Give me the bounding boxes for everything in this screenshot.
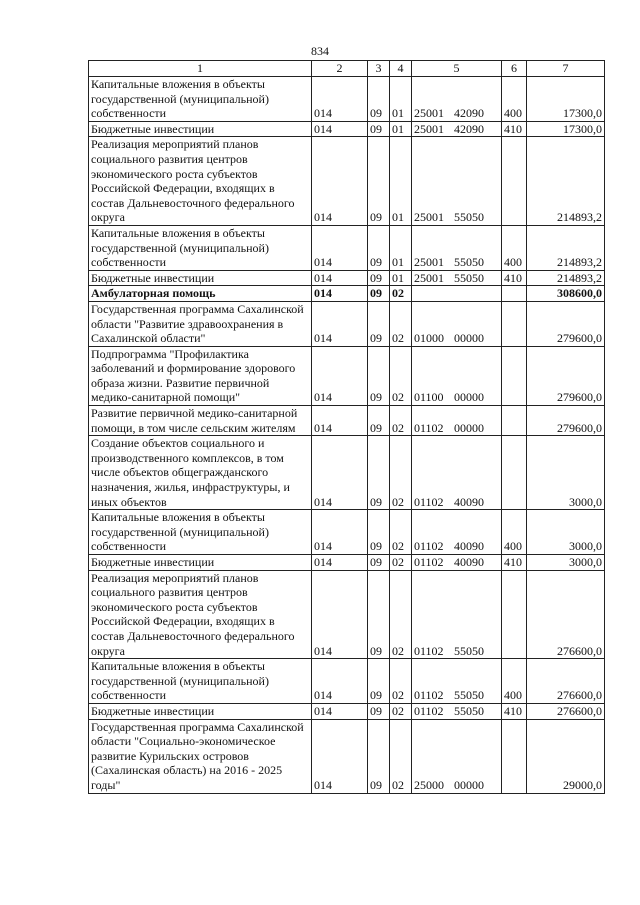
row-csr-part-a: 01102: [414, 703, 444, 718]
row-name: Подпрограмма "Профилактика заболеваний и формирование здорового образа жизни. Развитие первичной медико-санитарной помощи": [89, 346, 312, 405]
row-sum: 29000,0: [527, 719, 605, 793]
row-vr: [502, 346, 527, 405]
row-csr-part-b: 55050: [454, 703, 484, 718]
row-name: Развитие первичной медико-санитарной помощи, в том числе сельским жителям: [89, 406, 312, 436]
row-name: Амбулаторная помощь: [89, 286, 312, 302]
row-vr: 400: [502, 225, 527, 270]
table-row: [89, 659, 605, 704]
header-cell: 4: [390, 61, 412, 77]
row-csr-part-b: 55050: [454, 255, 484, 270]
row-name: Государственная программа Сахалинской области "Социально-экономическое развитие Курильских островов (Сахалинская область) на 2016 - 2025 годы": [89, 719, 312, 793]
row-vr: 400: [502, 77, 527, 122]
row-sum: 276600,0: [527, 659, 605, 704]
row-csr-part-a: 01102: [414, 688, 444, 703]
row-name: Бюджетные инвестиции: [89, 703, 312, 719]
row-rz: 09: [368, 301, 390, 346]
row-name: Бюджетные инвестиции: [89, 555, 312, 571]
header-cell: 7: [527, 61, 605, 77]
table-row: [89, 719, 605, 793]
row-vr: 400: [502, 659, 527, 704]
row-vr: [502, 406, 527, 436]
row-sum: 279600,0: [527, 346, 605, 405]
row-csr-part-b: 40090: [454, 539, 484, 554]
row-csr-part-a: 25001: [414, 106, 444, 121]
row-sum: 214893,2: [527, 225, 605, 270]
row-rz: 09: [368, 570, 390, 659]
row-pr: 02: [390, 659, 412, 704]
row-rz: 09: [368, 225, 390, 270]
row-name: Капитальные вложения в объекты государственной (муниципальной) собственности: [89, 659, 312, 704]
header-cell: 1: [89, 61, 312, 77]
row-pr: 02: [390, 406, 412, 436]
row-vr: [502, 436, 527, 510]
row-sum: 3000,0: [527, 436, 605, 510]
row-pr: 02: [390, 703, 412, 719]
row-csr-part-b: 40090: [454, 555, 484, 569]
row-csr-part-b: 00000: [454, 331, 484, 346]
row-name: Государственная программа Сахалинской области "Развитие здравоохранения в Сахалинской области": [89, 301, 312, 346]
row-sum: 276600,0: [527, 703, 605, 719]
row-csr-part-b: 55050: [454, 688, 484, 703]
row-csr: [412, 77, 502, 122]
row-csr: [412, 301, 502, 346]
row-csr: [412, 121, 502, 137]
row-rz: 09: [368, 510, 390, 555]
row-grbs: 014: [312, 570, 368, 659]
row-name: Бюджетные инвестиции: [89, 121, 312, 137]
row-pr: 02: [390, 346, 412, 405]
row-csr: [412, 346, 502, 405]
row-rz: 09: [368, 346, 390, 405]
row-vr: 410: [502, 703, 527, 719]
row-grbs: 014: [312, 77, 368, 122]
row-name: Создание объектов социального и производственного комплексов, в том числе объектов общегражданского назначения, жилья, инфраструктуры, и иных объектов: [89, 436, 312, 510]
row-rz: 09: [368, 436, 390, 510]
row-name: Капитальные вложения в объекты государственной (муниципальной) собственности: [89, 225, 312, 270]
row-csr: [412, 137, 502, 226]
row-csr: [412, 436, 502, 510]
row-grbs: 014: [312, 659, 368, 704]
row-csr-part-b: 00000: [454, 420, 484, 435]
row-grbs: 014: [312, 286, 368, 302]
row-vr: [502, 286, 527, 302]
budget-table: [88, 60, 605, 794]
row-rz: 09: [368, 77, 390, 122]
row-pr: 01: [390, 270, 412, 286]
row-csr: [412, 570, 502, 659]
row-name: Реализация мероприятий планов социального развития центров экономического роста субъектов Российской Федерации, входящих в состав Дальневосточного федерального округа: [89, 137, 312, 226]
row-pr: 02: [390, 436, 412, 510]
row-csr: [412, 270, 502, 286]
row-vr: [502, 137, 527, 226]
row-grbs: 014: [312, 406, 368, 436]
row-pr: 01: [390, 137, 412, 226]
row-sum: 214893,2: [527, 270, 605, 286]
row-grbs: 014: [312, 225, 368, 270]
row-csr: [412, 510, 502, 555]
row-rz: 09: [368, 406, 390, 436]
row-csr: [412, 555, 502, 571]
row-rz: 09: [368, 555, 390, 571]
row-grbs: 014: [312, 703, 368, 719]
header-cell: 3: [368, 61, 390, 77]
row-vr: 410: [502, 270, 527, 286]
row-csr: [412, 286, 502, 302]
row-vr: [502, 570, 527, 659]
row-grbs: 014: [312, 270, 368, 286]
row-pr: 02: [390, 301, 412, 346]
row-rz: 09: [368, 659, 390, 704]
table-row: [89, 77, 605, 122]
row-name: Реализация мероприятий планов социального развития центров экономического роста субъектов Российской Федерации, входящих в состав Дальневосточного федерального округа: [89, 570, 312, 659]
header-cell: 5: [412, 61, 502, 77]
row-csr-part-a: 25001: [414, 270, 444, 285]
table-row: [89, 510, 605, 555]
row-sum: 17300,0: [527, 121, 605, 137]
row-grbs: 014: [312, 719, 368, 793]
row-pr: 02: [390, 719, 412, 793]
row-rz: 09: [368, 719, 390, 793]
table-row: [89, 270, 605, 286]
table-row: [89, 121, 605, 137]
row-csr-part-b: 42090: [454, 106, 484, 121]
row-pr: 02: [390, 510, 412, 555]
row-csr: [412, 719, 502, 793]
table-row: [89, 703, 605, 719]
row-csr-part-b: 55050: [454, 270, 484, 285]
row-pr: 01: [390, 77, 412, 122]
row-vr: [502, 719, 527, 793]
row-sum: 276600,0: [527, 570, 605, 659]
row-csr: [412, 703, 502, 719]
row-rz: 09: [368, 121, 390, 137]
table-header-row: [89, 61, 605, 77]
row-pr: 02: [390, 286, 412, 302]
row-sum: 3000,0: [527, 510, 605, 555]
row-csr-part-a: 01102: [414, 555, 444, 569]
row-name: Бюджетные инвестиции: [89, 270, 312, 286]
table-row: [89, 346, 605, 405]
row-csr-part-a: 25001: [414, 121, 444, 136]
table-row: [89, 406, 605, 436]
row-name: Капитальные вложения в объекты государственной (муниципальной) собственности: [89, 77, 312, 122]
row-csr-part-b: 00000: [454, 390, 484, 405]
row-csr-part-a: 01102: [414, 494, 444, 509]
row-vr: 400: [502, 510, 527, 555]
table-row: [89, 225, 605, 270]
row-csr-part-a: 25000: [414, 777, 444, 792]
row-csr-part-a: 01100: [414, 390, 444, 405]
row-rz: 09: [368, 137, 390, 226]
row-sum: 279600,0: [527, 406, 605, 436]
header-cell: 6: [502, 61, 527, 77]
table-row: [89, 570, 605, 659]
table-row: [89, 286, 605, 302]
row-pr: 01: [390, 225, 412, 270]
row-csr-part-b: 00000: [454, 777, 484, 792]
row-vr: [502, 301, 527, 346]
row-csr-part-a: 01000: [414, 331, 444, 346]
row-csr-part-a: 25001: [414, 210, 444, 225]
row-pr: 02: [390, 570, 412, 659]
row-sum: 214893,2: [527, 137, 605, 226]
page-number: 834: [311, 44, 329, 58]
row-pr: 01: [390, 121, 412, 137]
row-csr-part-b: 42090: [454, 121, 484, 136]
row-csr: [412, 225, 502, 270]
row-sum: 3000,0: [527, 555, 605, 571]
row-csr: [412, 406, 502, 436]
row-grbs: 014: [312, 121, 368, 137]
row-sum: 279600,0: [527, 301, 605, 346]
header-cell: 2: [312, 61, 368, 77]
row-pr: 02: [390, 555, 412, 571]
row-sum: 308600,0: [527, 286, 605, 302]
row-grbs: 014: [312, 346, 368, 405]
row-vr: 410: [502, 555, 527, 571]
row-rz: 09: [368, 286, 390, 302]
row-csr-part-b: 40090: [454, 494, 484, 509]
row-grbs: 014: [312, 510, 368, 555]
row-grbs: 014: [312, 137, 368, 226]
row-vr: 410: [502, 121, 527, 137]
row-rz: 09: [368, 703, 390, 719]
row-grbs: 014: [312, 436, 368, 510]
row-name: Капитальные вложения в объекты государственной (муниципальной) собственности: [89, 510, 312, 555]
table-row: [89, 436, 605, 510]
row-rz: 09: [368, 270, 390, 286]
row-csr-part-a: 01102: [414, 420, 444, 435]
row-csr-part-a: 01102: [414, 539, 444, 554]
row-csr: [412, 659, 502, 704]
row-csr-part-b: 55050: [454, 210, 484, 225]
row-csr-part-b: 55050: [454, 643, 484, 658]
table-row: [89, 555, 605, 571]
table-row: [89, 137, 605, 226]
table-row: [89, 301, 605, 346]
row-csr-part-a: 01102: [414, 643, 444, 658]
row-grbs: 014: [312, 555, 368, 571]
row-sum: 17300,0: [527, 77, 605, 122]
row-grbs: 014: [312, 301, 368, 346]
row-csr-part-a: 25001: [414, 255, 444, 270]
